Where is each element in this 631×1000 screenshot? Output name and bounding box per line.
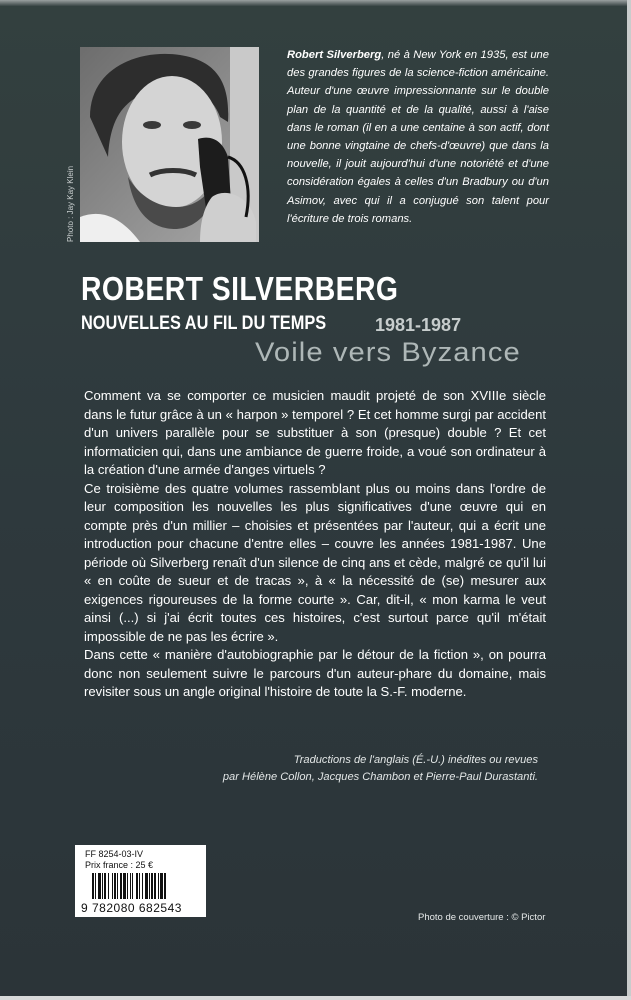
barcode-bar [108, 873, 109, 899]
barcode-bar [149, 873, 150, 899]
barcode-bars [92, 873, 192, 899]
barcode-label [75, 845, 206, 917]
barcode-bar [130, 873, 131, 899]
barcode-bar [102, 873, 103, 899]
cover-top-edge [0, 0, 631, 6]
barcode-bar [151, 873, 153, 899]
collection-title: NOUVELLES AU FIL DU TEMPS [81, 313, 327, 334]
barcode-bar [145, 873, 148, 899]
barcode-bar [98, 873, 101, 899]
collection-years: 1981-1987 [375, 315, 462, 335]
barcode-bar [158, 873, 159, 899]
translation-line-2: par Hélène Collon, Jacques Chambon et Pierre-Paul Durastanti. [222, 771, 538, 783]
barcode-bar [160, 873, 163, 899]
barcode-bar [154, 873, 156, 899]
barcode-bar [104, 873, 106, 899]
barcode-bar [112, 873, 113, 899]
cover-bottom-edge [0, 996, 631, 1000]
barcode-bar [92, 873, 94, 899]
cover-right-edge [627, 0, 631, 1000]
price-label: Prix france : 25 € [85, 860, 154, 870]
barcode-bar [114, 873, 116, 899]
barcode-bar [95, 873, 96, 899]
barcode-bar [164, 873, 166, 899]
author-bio [287, 46, 549, 228]
barcode-bar [123, 873, 126, 899]
cover-photo-credit: Photo de couverture : © Pictor [418, 912, 546, 923]
bio-author-name: Robert Silverberg [287, 49, 382, 61]
author-photo [80, 47, 259, 242]
translation-credits [150, 752, 538, 786]
barcode-bar [142, 873, 143, 899]
author-name-heading: ROBERT SILVERBERG [81, 270, 399, 307]
blurb-paragraph: Comment va se comporter ce musicien maudit projeté de son XVIIIe siècle dans le futur grâce à un « harpon » temporel ? Et cet homme surgi par accident d'un univers parallèle pour se substituer à son (presque) double ? Et cet informaticien qui, dans une ambiance de guerre froide, a voué son ordinateur à la création d'une armée d'anges virtuels ? [84, 388, 546, 477]
blurb-paragraph: Dans cette « manière d'autobiographie par le détour de la fiction », on pourra donc non seulement suivre le parcours d'un auteur-phare du domaine, mais revisiter sous un angle original l'histoire de toute la S.-F. moderne. [84, 647, 546, 699]
blurb-paragraph: Ce troisième des quatre volumes rassemblant plus ou moins dans l'ordre de leur composition les nouvelles les plus significatives d'une œuvre qui en compte près d'un millier – choisies et présentées par l'auteur, qui a écrit une introduction pour chacune d'entre elles – couvre les années 1981-1987. Une période où Silverberg renaît d'un silence de cinq ans et cède, malgré ce qu'il lui « en coûte de sueur et de tracas », à « la nécessité de (se) mesurer aux exigences rigoureuses de la forme courte ». Car, dit-il, « mon karma le veut ainsi (...) si j'ai écrit toutes ces histoires, c'est surtout parce qu'il m'était impossible de ne pas les écrire ». [84, 480, 546, 644]
barcode-bar [136, 873, 138, 899]
isbn-number: 9 782080 682543 [81, 901, 182, 915]
bio-text: , né à New York en 1935, est une des grandes figures de la science-fiction américaine. Auteur d'une œuvre impressionnante sur le double plan de la quantité et de la qualité, aussi à l'aise dans le roman (il en a une centaine à son actif, dont une bonne vingtaine de chefs-d'œuvre) que dans la nouvelle, il jouit aujourd'hui d'une notoriété et d'une considération égales à celles d'un Bradbury ou d'un Asimov, avec qui il a conjugué son talent pour l'écriture de trois romans. [287, 49, 549, 225]
barcode-bar [117, 873, 118, 899]
barcode-bar [127, 873, 128, 899]
translation-line-1: Traductions de l'anglais (É.-U.) inédites ou revues [293, 754, 538, 766]
barcode-bar [132, 873, 133, 899]
barcode-bar [139, 873, 140, 899]
product-code: FF 8254-03-IV [85, 849, 144, 859]
photo-credit: Photo : Jay Kay Klein [66, 165, 75, 242]
volume-title: Voile vers Byzance [255, 337, 521, 367]
back-cover-blurb [84, 387, 546, 702]
barcode-bar [120, 873, 122, 899]
